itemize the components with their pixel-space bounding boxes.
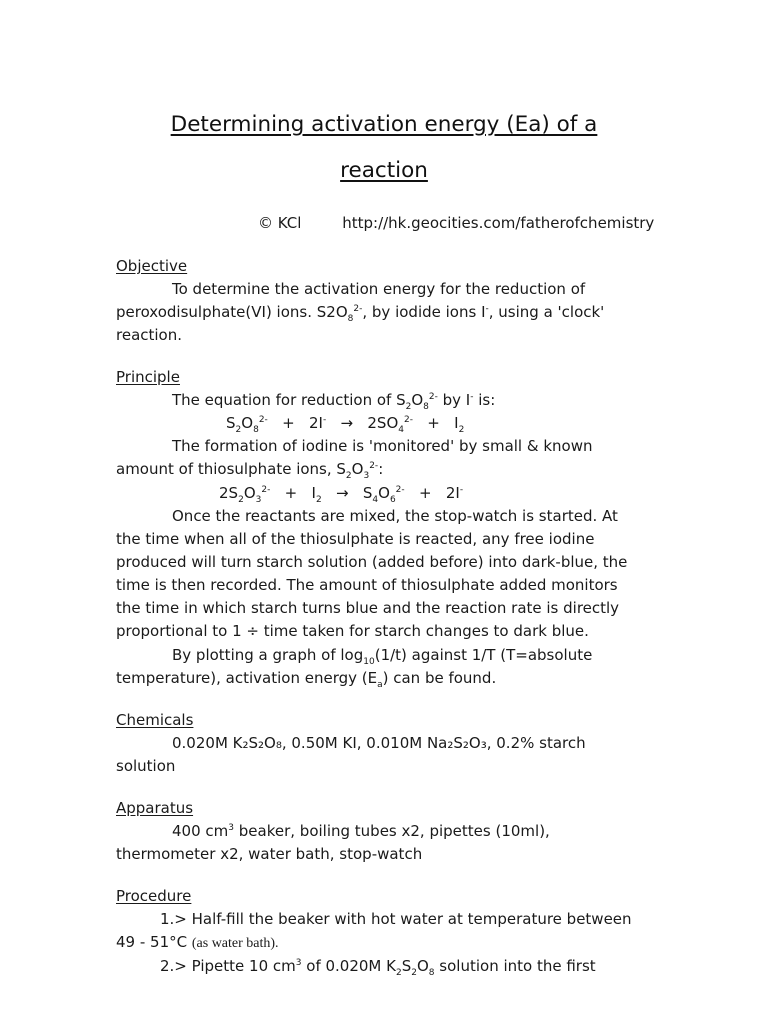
objective-line-1: To determine the activation energy for the reduction of xyxy=(172,280,586,298)
credit-author: © KCl xyxy=(258,214,302,232)
principle-paragraph-line: time is then recorded. The amount of thiosulphate added monitors xyxy=(116,576,618,594)
apparatus-line-2: thermometer x2, water bath, stop-watch xyxy=(116,845,423,863)
credit-line xyxy=(258,214,654,232)
principle-paragraph-line: the time when all of the thiosulphate is reacted, any free iodine xyxy=(116,530,595,548)
principle-paragraph-line: produced will turn starch solution (added before) into dark-blue, the xyxy=(116,553,628,571)
objective-line-2: peroxodisulphate(VI) ions. $S2O_8^{2-}$, by iodide ions I-, using a 'clock' xyxy=(116,303,605,324)
principle-line-2: The formation of iodine is 'monitored' by small & known xyxy=(172,437,593,455)
apparatus-heading: Apparatus xyxy=(116,799,194,817)
credit-url: http://hk.geocities.com/fatherofchemistry xyxy=(342,214,655,232)
principle-heading: Principle xyxy=(116,368,180,386)
principle-line-3: amount of thiosulphate ions, $S_2O_3^{2-}$: xyxy=(116,460,384,481)
formula-s2o8: $2O_8^{2-}$ xyxy=(326,303,363,324)
principle-paragraph-line: proportional to 1 ÷ time taken for starch changes to dark blue. xyxy=(116,622,589,640)
principle-paragraph-line: Once the reactants are mixed, the stop-watch is started. At xyxy=(172,507,618,525)
objective-heading: Objective xyxy=(116,257,188,275)
procedure-step-2: 2.> Pipette 10 $cm^3$ of 0.020M $K_2S_2O_8$ solution into the first xyxy=(160,957,596,978)
document-title-line-2: reaction xyxy=(340,158,428,183)
principle-line-1: The equation for reduction of $S_2O_8^{2-}$ by I- is: xyxy=(172,391,496,412)
equation-2: $2S_2O_3^{2-} + I_2 \to S_4O_6^{2-} + 2I^-$ xyxy=(219,484,464,505)
chemicals-heading: Chemicals xyxy=(116,711,194,729)
objective-line-3: reaction. xyxy=(116,326,183,344)
document-title-line-1: Determining activation energy (Ea) of a xyxy=(170,112,598,137)
principle-paragraph-line: the time in which starch turns blue and the reaction rate is directly xyxy=(116,599,620,617)
chemicals-line-2: solution xyxy=(116,757,176,775)
equation-1: $S_2O_8^{2-} + 2I^- \to 2SO_4^{2-} + I_2$ xyxy=(226,414,465,435)
principle-line-ea: temperature), activation energy $(E_a)$ can be found. xyxy=(116,669,497,690)
chemicals-line-1: 0.020M K₂S₂O₈, 0.50M KI, 0.010M Na₂S₂O₃, 0.2% starch xyxy=(172,734,586,752)
principle-line-graph: By plotting a graph of $\log_{10}(1/t)$ against 1/T (T=absolute xyxy=(172,646,593,667)
apparatus-line-1: 400 $cm^3$ beaker, boiling tubes x2, pipettes (10ml), xyxy=(172,822,550,840)
procedure-heading: Procedure xyxy=(116,887,192,905)
procedure-step-1-cont: 49 - 51°C (as water bath). xyxy=(116,933,279,951)
procedure-step-1: 1.> Half-fill the beaker with hot water at temperature between xyxy=(160,910,632,928)
